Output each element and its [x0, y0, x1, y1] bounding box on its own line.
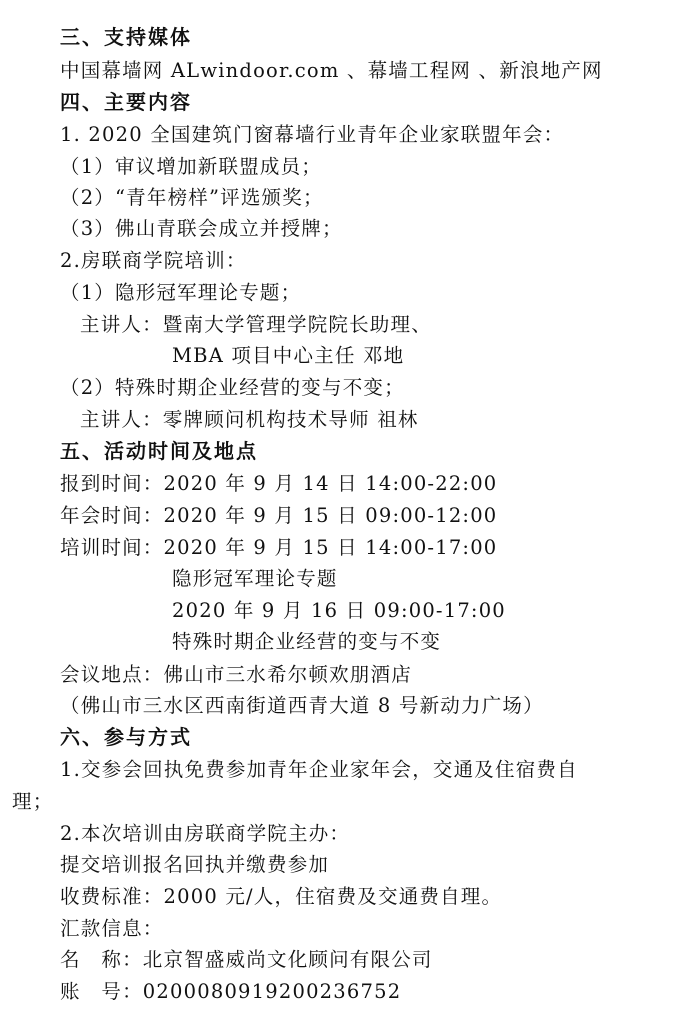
content-item-2-sub-1: （1）隐形冠军理论专题；	[60, 281, 302, 304]
participation-item-2-detail: 提交培训报名回执并缴费参加	[60, 853, 330, 876]
section6-heading: 六、参与方式	[60, 725, 192, 749]
training-time-2: 2020 年 9 月 16 日 09:00-17:00	[172, 599, 506, 622]
training-topic-2: 特殊时期企业经营的变与不变	[172, 630, 442, 653]
content-item-1: 1. 2020 全国建筑门窗幕墙行业青年企业家联盟年会：	[60, 123, 565, 146]
content-item-2: 2.房联商学院培训：	[60, 249, 247, 272]
annual-meeting-time: 年会时间：2020 年 9 月 15 日 09:00-12:00	[60, 504, 498, 527]
content-item-2-sub-2: （2）特殊时期企业经营的变与不变；	[60, 376, 405, 399]
checkin-time: 报到时间：2020 年 9 月 14 日 14:00-22:00	[60, 472, 498, 495]
account-number: 账 号：0200080919200236752	[60, 980, 402, 1003]
training-time: 培训时间：2020 年 9 月 15 日 14:00-17:00	[60, 536, 498, 559]
account-name: 名 称：北京智盛威尚文化顾问有限公司	[60, 948, 433, 971]
content-item-1-sub-3: （3）佛山青联会成立并授牌；	[60, 217, 343, 240]
participation-item-1: 1.交参会回执免费参加青年企业家年会，交通及住宿费自	[60, 758, 578, 781]
content-item-1-sub-2: （2）“青年榜样”评选颁奖；	[60, 186, 324, 209]
venue: 会议地点：佛山市三水希尔顿欢朋酒店	[60, 663, 412, 686]
speaker-line: 主讲人：暨南大学管理学院院长助理、	[80, 313, 432, 336]
content-item-1-sub-1: （1）审议增加新联盟成员；	[60, 155, 323, 178]
remittance-heading: 汇款信息：	[60, 917, 164, 940]
media-list: 中国幕墙网 ALwindoor.com 、幕墙工程网 、新浪地产网	[60, 59, 603, 82]
venue-address: （佛山市三水区西南街道西青大道 8 号新动力广场）	[60, 694, 544, 717]
speaker-line-2: 主讲人：零牌顾问机构技术导师 祖林	[80, 408, 419, 431]
participation-item-2: 2.本次培训由房联商学院主办：	[60, 822, 351, 845]
section3-heading: 三、支持媒体	[60, 25, 192, 49]
section5-heading: 五、活动时间及地点	[60, 439, 258, 463]
participation-item-1-wrap: 理；	[12, 790, 54, 813]
training-topic-1: 隐形冠军理论专题	[172, 567, 338, 590]
section4-heading: 四、主要内容	[60, 90, 192, 114]
fee-standard: 收费标准：2000 元/人，住宿费及交通费自理。	[60, 885, 503, 908]
speaker-line-continued: MBA 项目中心主任 邓地	[172, 344, 405, 367]
